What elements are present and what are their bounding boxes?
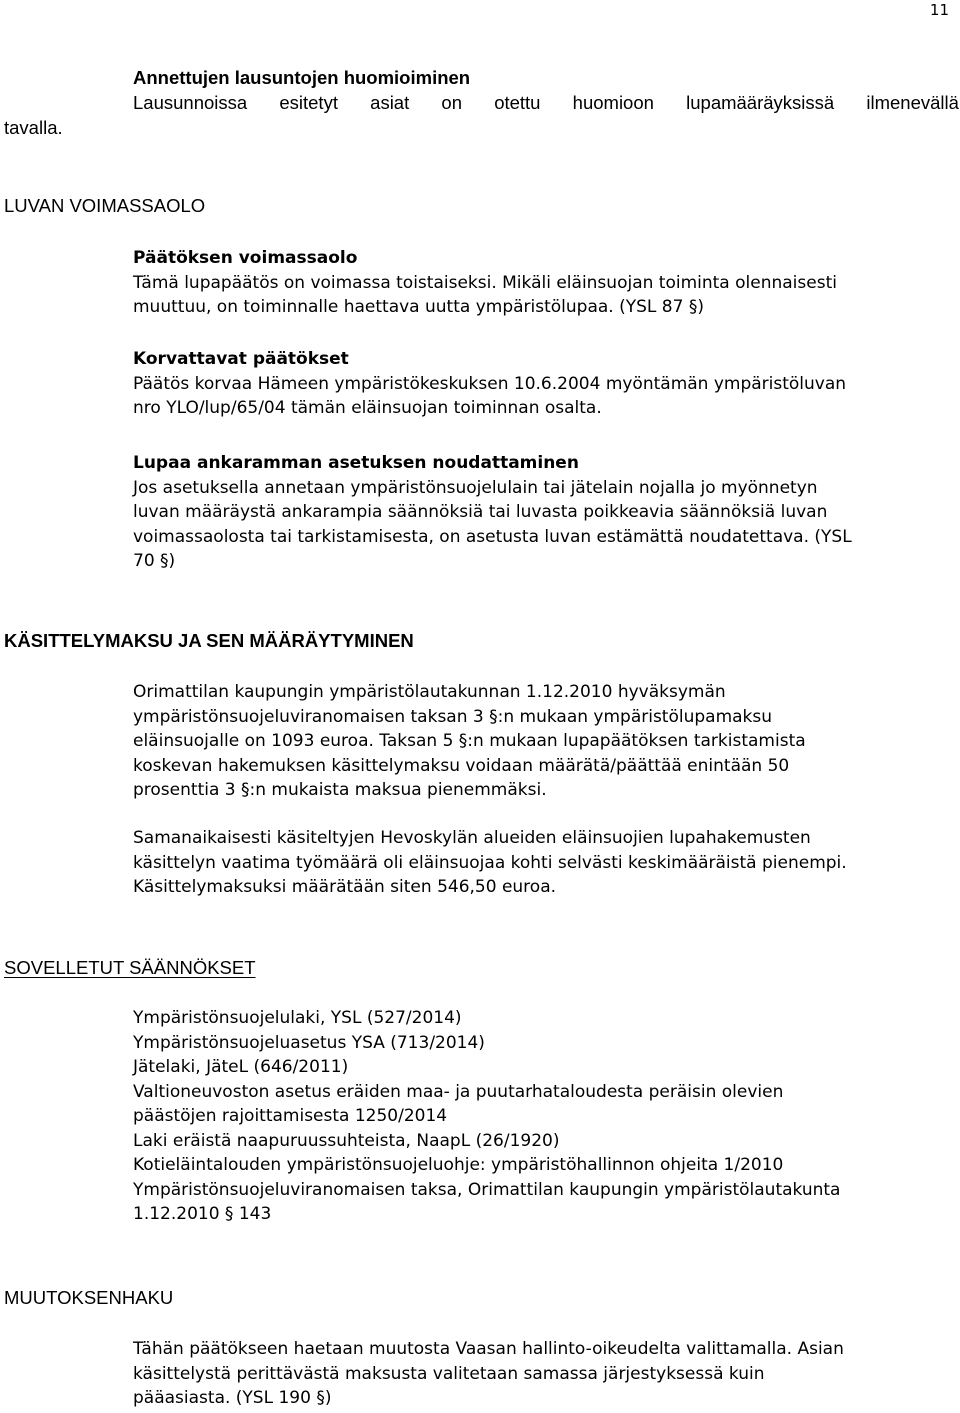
kasittelymaksu-line: käsittelyn vaatima työmäärä oli eläinsuojaa kohti selvästi keskimääräistä pienempi. xyxy=(133,852,847,873)
annettujen-section xyxy=(133,65,959,115)
muutoksenhaku-heading: MUUTOKSENHAKU xyxy=(4,1287,174,1308)
korvattavat-line: Päätös korvaa Hämeen ympäristökeskuksen 10.6.2004 myöntämän ympäristöluvan xyxy=(133,373,847,394)
annettujen-line-2: tavalla. xyxy=(4,117,63,138)
ankaramman-subsection xyxy=(133,451,852,574)
saados-item: Kotieläintalouden ympäristönsuojeluohje: ympäristöhallinnon ohjeita 1/2010 xyxy=(133,1155,784,1175)
muutoksenhaku-line: pääasiasta. (YSL 190 §) xyxy=(133,1388,332,1408)
sovelletut-heading: SOVELLETUT SÄÄNNÖKSET xyxy=(4,957,256,978)
ankaramman-line: 70 §) xyxy=(133,551,176,571)
voimassaolo-subsection xyxy=(133,246,837,320)
ankaramman-line: voimassaolosta tai tarkistamisesta, on asetusta luvan estämättä noudatettava. (YSL xyxy=(133,526,852,547)
sovelletut-list xyxy=(133,1006,840,1227)
saados-item: Valtioneuvoston asetus eräiden maa- ja puutarhataloudesta peräisin olevien xyxy=(133,1081,784,1102)
voimassaolo-line: Tämä lupapäätös on voimassa toistaiseksi. Mikäli eläinsuojan toiminta olennaisesti xyxy=(133,272,837,293)
kasittelymaksu-line: ympäristönsuojeluviranomaisen taksan 3 §:n mukaan ympäristölupamaksu xyxy=(133,706,773,727)
kasittelymaksu-line: Samanaikaisesti käsiteltyjen Hevoskylän alueiden eläinsuojien lupahakemusten xyxy=(133,828,811,848)
ankaramman-line: luvan määräystä ankarampia säännöksiä tai luvasta poikkeavia säännöksiä luvan xyxy=(133,502,828,522)
ankaramman-line: Jos asetuksella annetaan ympäristönsuojelulain tai jätelain nojalla jo myönnetyn xyxy=(133,477,818,498)
luvan-voimassaolo-heading: LUVAN VOIMASSAOLO xyxy=(4,195,206,216)
kasittelymaksu-line: prosenttia 3 §:n mukaista maksua pienemmäksi. xyxy=(133,780,547,800)
page-number: 11 xyxy=(929,1,949,19)
annettujen-line-1 xyxy=(133,90,959,115)
korvattavat-line: nro YLO/lup/65/04 tämän eläinsuojan toiminnan osalta. xyxy=(133,398,602,418)
annettujen-heading: Annettujen lausuntojen huomioiminen xyxy=(133,67,471,88)
kasittelymaksu-line: eläinsuojalle on 1093 euroa. Taksan 5 §:n mukaan lupapäätöksen tarkistamista xyxy=(133,731,806,751)
saados-item: 1.12.2010 § 143 xyxy=(133,1204,272,1224)
kasittelymaksu-para-1 xyxy=(133,680,806,803)
annettujen-word: otettu xyxy=(494,92,541,113)
saados-item: Laki eräistä naapuruussuhteista, NaapL (26/1920) xyxy=(133,1130,560,1151)
muutoksenhaku-line: käsittelystä perittävästä maksusta valitetaan samassa järjestyksessä kuin xyxy=(133,1363,765,1384)
annettujen-word: on xyxy=(441,92,462,113)
ankaramman-title: Lupaa ankaramman asetuksen noudattaminen xyxy=(133,453,579,473)
voimassaolo-title: Päätöksen voimassaolo xyxy=(133,248,358,268)
saados-item: päästöjen rajoittamisesta 1250/2014 xyxy=(133,1106,448,1126)
kasittelymaksu-line: koskevan hakemuksen käsittelymaksu voidaan määrätä/päättää enintään 50 xyxy=(133,755,790,776)
muutoksenhaku-para xyxy=(133,1337,844,1411)
saados-item: Ympäristönsuojeluasetus YSA (713/2014) xyxy=(133,1032,485,1053)
saados-item: Jätelaki, JäteL (646/2011) xyxy=(133,1057,349,1077)
voimassaolo-line: muuttuu, on toiminnalle haettava uutta ympäristölupaa. (YSL 87 §) xyxy=(133,297,704,317)
annettujen-word: asiat xyxy=(370,92,410,113)
saados-item: Ympäristönsuojeluviranomaisen taksa, Orimattilan kaupungin ympäristölautakunta xyxy=(133,1179,841,1200)
kasittelymaksu-para-2 xyxy=(133,826,847,900)
annettujen-word: ilmenevällä xyxy=(866,92,959,113)
kasittelymaksu-line: Käsittelymaksuksi määrätään siten 546,50 euroa. xyxy=(133,877,557,897)
kasittelymaksu-line: Orimattilan kaupungin ympäristölautakunnan 1.12.2010 hyväksymän xyxy=(133,682,726,702)
saados-item: Ympäristönsuojelulaki, YSL (527/2014) xyxy=(133,1008,462,1028)
korvattavat-title: Korvattavat päätökset xyxy=(133,349,349,369)
kasittelymaksu-heading: KÄSITTELYMAKSU JA SEN MÄÄRÄYTYMINEN xyxy=(4,630,414,651)
korvattavat-subsection xyxy=(133,347,846,421)
annettujen-word: esitetyt xyxy=(279,92,338,113)
annettujen-word: Lausunnoissa xyxy=(133,92,248,113)
annettujen-word: lupamääräyksissä xyxy=(686,92,835,113)
muutoksenhaku-line: Tähän päätökseen haetaan muutosta Vaasan hallinto-oikeudelta valittamalla. Asian xyxy=(133,1339,844,1359)
annettujen-word: huomioon xyxy=(572,92,654,113)
